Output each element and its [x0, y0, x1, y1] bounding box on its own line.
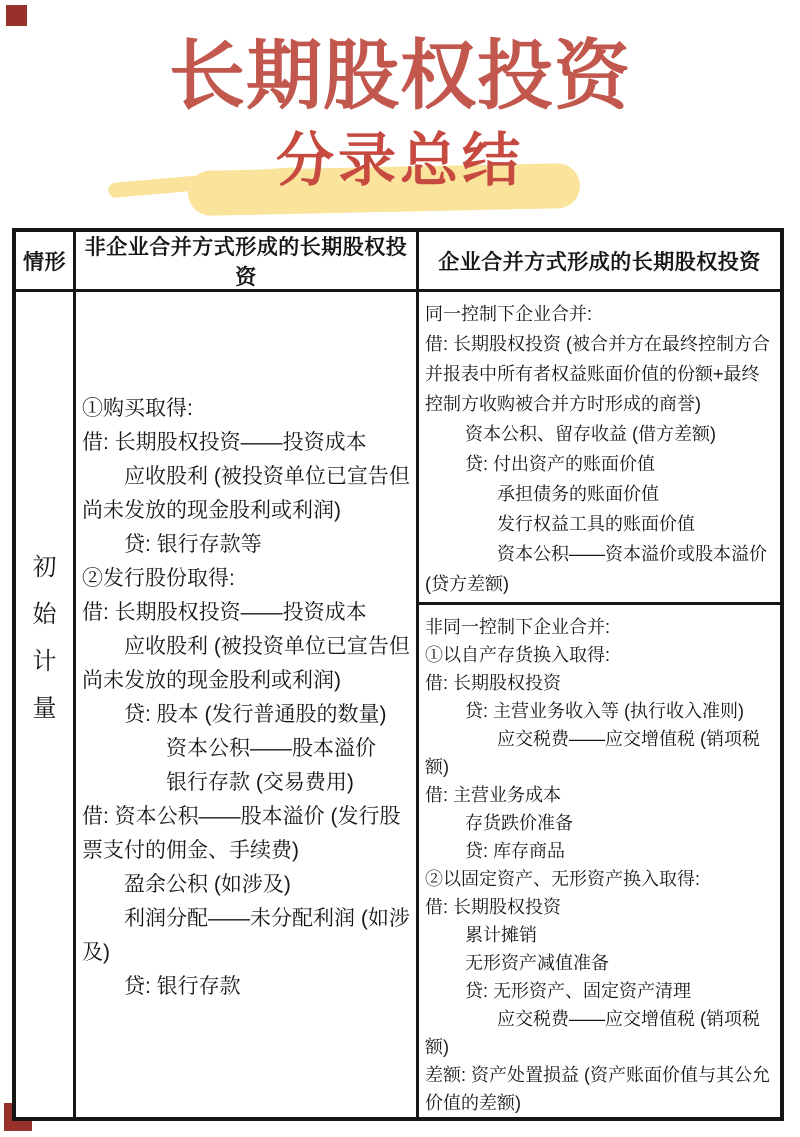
- entry-line: 应收股利 (被投资单位已宣告但尚未发放的现金股利或利润): [82, 635, 410, 692]
- page-subtitle: 分录总结: [275, 128, 524, 193]
- non-merger-entries-cell: [76, 292, 419, 1117]
- entry-line: 贷: 银行存款等: [124, 533, 262, 556]
- entry-line: 发行权益工具的账面价值: [497, 514, 695, 534]
- row-label-char: 初: [32, 553, 57, 581]
- entry-line: ①购买取得:: [82, 397, 193, 420]
- row-label-char: 量: [32, 694, 57, 722]
- entry-line: 承担债务的账面价值: [497, 484, 659, 504]
- entry-line: 资本公积——资本溢价或股本溢价 (贷方差额): [425, 544, 767, 594]
- merger-entries-cell: [419, 292, 780, 1117]
- same-control-section: [419, 292, 780, 605]
- row-label-char: 计: [32, 647, 57, 675]
- entry-line: 无形资产减值准备: [465, 953, 609, 973]
- entry-line: 借: 主营业务成本: [425, 785, 562, 805]
- row-label-char: 始: [32, 600, 57, 628]
- journal-entry-summary-table: [12, 228, 784, 1121]
- entry-line: 存货跌价准备: [465, 813, 573, 833]
- header-cell-merger: 企业合并方式形成的长期股权投资: [419, 232, 780, 292]
- entry-line: 应交税费——应交增值税 (销项税额): [425, 1009, 760, 1057]
- entry-line: 应交税费——应交增值税 (销项税额): [425, 729, 760, 777]
- entry-line: 借: 资本公积——股本溢价 (发行股票支付的佣金、手续费): [82, 805, 401, 862]
- entry-line: 借: 长期股权投资——投资成本: [82, 601, 367, 624]
- entry-line: 贷: 库存商品: [465, 841, 566, 861]
- entry-line: 贷: 付出资产的账面价值: [465, 454, 656, 474]
- entry-line: 应收股利 (被投资单位已宣告但尚未发放的现金股利或利润): [82, 465, 410, 522]
- entry-line: 累计摊销: [465, 925, 537, 945]
- entry-line: 贷: 无形资产、固定资产清理: [465, 981, 692, 1001]
- header-cell-non-merger: 非企业合并方式形成的长期股权投资: [76, 232, 419, 292]
- entry-line: 银行存款 (交易费用): [166, 771, 354, 794]
- row-label: [33, 547, 57, 723]
- entry-line: ①以自产存货换入取得:: [425, 645, 610, 665]
- page-title: 长期股权投资: [169, 34, 631, 119]
- entry-line: 贷: 股本 (发行普通股的数量): [124, 703, 387, 726]
- row-label-cell: [16, 292, 76, 1117]
- entry-line: 资本公积——股本溢价: [166, 737, 376, 760]
- entry-line: 借: 长期股权投资——投资成本: [82, 431, 367, 454]
- entry-line: 借: 长期股权投资: [425, 673, 562, 693]
- entry-line: 差额: 资产处置损益 (资产账面价值与其公允价值的差额): [425, 1065, 770, 1113]
- entry-line: 借: 长期股权投资: [425, 897, 562, 917]
- entry-line: 盈余公积 (如涉及): [124, 873, 291, 896]
- entry-line: 贷: 银行存款: [124, 975, 241, 998]
- entry-line: 同一控制下企业合并:: [425, 304, 593, 324]
- header-cell-situation: 情形: [16, 232, 76, 292]
- entry-line: 资本公积、留存收益 (借方差额): [465, 424, 716, 444]
- subtitle-block: [0, 128, 800, 223]
- entry-line: ②以固定资产、无形资产换入取得:: [425, 869, 700, 889]
- entry-line: 非同一控制下企业合并:: [425, 617, 610, 637]
- entry-line: 利润分配——未分配利润 (如涉及): [82, 907, 410, 964]
- corner-accent-top: [6, 5, 27, 26]
- non-same-control-section: [419, 605, 780, 1117]
- entry-line: 借: 长期股权投资 (被合并方在最终控制方合并报表中所有者权益账面价值的份额+最终控制方收购被合并方时形成的商誉): [425, 334, 770, 414]
- entry-line: 贷: 主营业务收入等 (执行收入准则): [465, 701, 744, 721]
- entry-line: ②发行股份取得:: [82, 567, 235, 590]
